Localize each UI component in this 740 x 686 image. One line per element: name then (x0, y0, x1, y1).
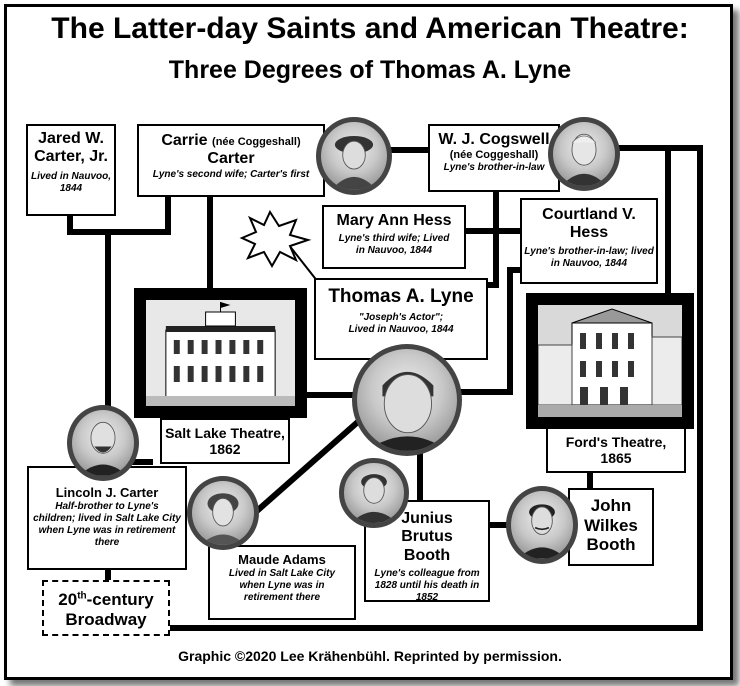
broadway-century-word: -century (86, 590, 154, 609)
junius-booth-portrait (339, 458, 409, 528)
man-portrait-icon (553, 122, 615, 186)
man-portrait-icon (357, 349, 457, 451)
broadway-century-number: 20 (58, 590, 78, 609)
carrie-carter-note: Lyne's second wife; Carter's first (152, 168, 310, 180)
junius-booth-name: Junius Brutus Booth (401, 510, 453, 564)
john-wilkes-booth-name: John Wilkes Booth (584, 496, 638, 555)
lincoln-carter-name: Lincoln J. Carter (55, 485, 159, 500)
thomas-lyne-note-a: "Joseph's Actor"; (358, 311, 444, 323)
fords-theatre-building-icon (538, 305, 682, 417)
cogswell-portrait (548, 117, 620, 191)
salt-lake-theatre-year: 1862 (209, 441, 241, 458)
maude-adams-box (208, 545, 356, 620)
lincoln-carter-box (27, 466, 187, 570)
thomas-lyne-note-b: Lived in Nauvoo, 1844 (348, 323, 454, 335)
john-wilkes-booth-box (568, 488, 654, 566)
carrie-surname: Carter (207, 150, 255, 168)
cogswell-maiden-name: (née Coggeshall) (449, 149, 539, 162)
mary-ann-hess-name: Mary Ann Hess (336, 212, 452, 229)
courtland-hess-box (520, 198, 658, 284)
mary-ann-hess-box (322, 205, 466, 269)
courtland-hess-name: Courtland V. Hess (542, 206, 636, 242)
carrie-maiden-name: (née Coggeshall) (212, 136, 301, 148)
salt-lake-theatre-box (160, 418, 290, 464)
lincoln-carter-portrait (67, 405, 139, 481)
maude-adams-note: Lived in Salt Lake City when Lyne was in retirement there (228, 567, 336, 603)
jared-carter-box (26, 124, 116, 216)
diagram-title: The Latter-day Saints and American Theatre: (51, 12, 689, 45)
mary-ann-hess-note: Lyne's third wife; Lived in Nauvoo, 1844 (338, 233, 450, 257)
cogswell-note: Lyne's brother-in-law (443, 162, 545, 174)
broadway-century-suffix: th (77, 590, 87, 602)
man-portrait-icon (511, 491, 573, 559)
broadway-box (42, 580, 170, 636)
woman-portrait-icon (192, 481, 254, 545)
thomas-lyne-name: Thomas A. Lyne (328, 286, 474, 307)
maude-adams-name: Maude Adams (238, 552, 326, 567)
fords-theatre-box (546, 427, 686, 473)
cogswell-name: W. J. Cogswell (438, 131, 550, 148)
carrie-carter-portrait (316, 117, 392, 195)
salt-lake-theatre-image (134, 288, 307, 418)
cogswell-box (428, 124, 560, 192)
jared-carter-name: Jared W. Carter, Jr. (34, 130, 108, 166)
woman-portrait-icon (321, 122, 387, 190)
jared-carter-note: Lived in Nauvoo, 1844 (30, 170, 111, 194)
fords-theatre-name: Ford's Theatre, (565, 434, 667, 450)
fords-theatre-year: 1865 (600, 450, 632, 467)
carrie-first-name: Carrie (161, 132, 208, 149)
courtland-hess-note: Lyne's brother-in-law; lived in Nauvoo, 1844 (524, 245, 654, 269)
man-portrait-icon (344, 463, 404, 523)
fords-theatre-image (526, 293, 694, 429)
salt-lake-theatre-building-icon (146, 300, 295, 406)
broadway-name: Broadway (65, 609, 147, 629)
thomas-lyne-portrait (352, 344, 462, 456)
junius-booth-note: Lyne's colleague from 1828 until his death in 1852 (374, 568, 480, 604)
salt-lake-theatre-name: Salt Lake Theatre, (165, 425, 285, 441)
lincoln-carter-note: Half-brother to Lyne's children; lived in Salt Lake City when Lyne was in retirement there (33, 500, 181, 548)
john-wilkes-booth-portrait (506, 486, 578, 564)
maude-adams-portrait (187, 476, 259, 550)
man-portrait-icon (72, 410, 134, 476)
diagram-subtitle: Three Degrees of Thomas A. Lyne (168, 56, 572, 84)
credit-footer: Graphic ©2020 Lee Krähenbühl. Reprinted by permission. (178, 648, 562, 664)
carrie-carter-box (137, 124, 325, 197)
